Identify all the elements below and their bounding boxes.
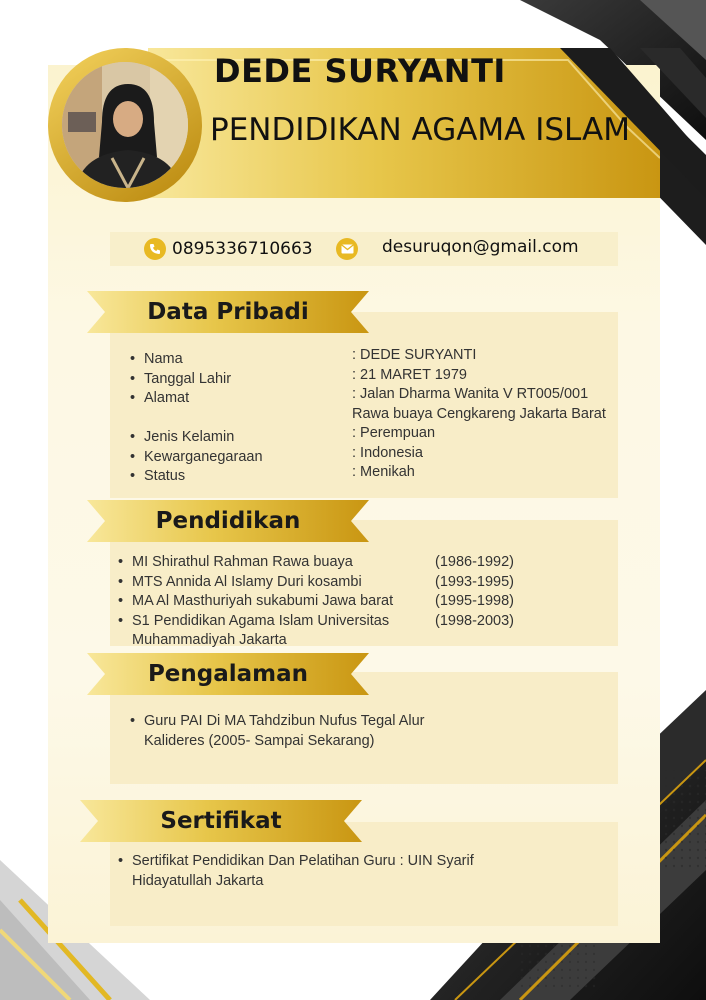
profile-photo xyxy=(62,62,188,188)
label-alamat: • Alamat xyxy=(130,390,190,406)
value-alamat-cont: Rawa buaya Cengkareng Jakarta Barat xyxy=(352,405,606,422)
experience-item: • Guru PAI Di MA Tahdzibun Nufus Tegal Alur Kalideres (2005- Sampai Sekarang) xyxy=(130,713,425,749)
education-years: (1986-1992) xyxy=(435,554,514,570)
pendidikan-years xyxy=(435,553,514,631)
data-pribadi-ribbon xyxy=(87,291,369,333)
education-item: • MI Shirathul Rahman Rawa buaya xyxy=(118,554,353,570)
sertifikat-list xyxy=(118,852,538,891)
pendidikan-list xyxy=(118,553,438,651)
value-jenis-kelamin: : Perempuan xyxy=(352,425,436,441)
value-kewarganegaraan: : Indonesia xyxy=(352,444,423,461)
mail-icon xyxy=(336,238,358,260)
value-tanggal-lahir: : 21 MARET 1979 xyxy=(352,366,467,383)
phone-number[interactable]: 0895336710663 xyxy=(172,239,313,259)
pendidikan-heading: Pendidikan xyxy=(155,508,301,534)
data-pribadi-heading: Data Pribadi xyxy=(147,299,309,325)
education-item: • MTS Annida Al Islamy Duri kosambi xyxy=(118,573,362,590)
pendidikan-ribbon xyxy=(87,500,369,542)
job-title: PENDIDIKAN AGAMA ISLAM xyxy=(210,112,630,148)
education-item: • MA Al Masthuriyah sukabumi Jawa barat xyxy=(118,593,394,609)
education-years: (1998-2003) xyxy=(435,612,514,629)
label-tanggal-lahir: • Tanggal Lahir xyxy=(130,370,232,387)
person-name: DEDE SURYANTI xyxy=(214,52,506,90)
certificate-item: • Sertifikat Pendidikan Dan Pelatihan Guru : UIN Syarif Hidayatullah Jakarta xyxy=(118,853,474,889)
value-alamat: : Jalan Dharma Wanita V RT005/001 xyxy=(352,386,589,402)
sertifikat-ribbon xyxy=(80,800,362,842)
education-years: (1995-1998) xyxy=(435,593,514,609)
label-kewarganegaraan: • Kewarganegaraan xyxy=(130,448,263,465)
label-status: • Status xyxy=(130,468,186,484)
value-nama: : DEDE SURYANTI xyxy=(352,347,477,363)
education-item: • S1 Pendidikan Agama Islam Universitas Muhammadiyah Jakarta xyxy=(118,612,390,648)
label-jenis-kelamin: • Jenis Kelamin xyxy=(130,429,235,445)
email-address[interactable]: desuruqon@gmail.com xyxy=(382,237,579,257)
value-status: : Menikah xyxy=(352,464,415,480)
data-pribadi-labels xyxy=(130,350,340,487)
pengalaman-ribbon xyxy=(87,653,369,695)
pengalaman-list xyxy=(130,712,490,751)
phone-icon xyxy=(144,238,166,260)
contact-bar xyxy=(110,232,618,266)
label-nama: • Nama xyxy=(130,351,183,367)
education-years: (1993-1995) xyxy=(435,573,514,590)
profile-photo-frame xyxy=(48,48,202,202)
pengalaman-heading: Pengalaman xyxy=(147,661,309,687)
data-pribadi-values xyxy=(352,346,606,483)
sertifikat-heading: Sertifikat xyxy=(160,808,282,834)
